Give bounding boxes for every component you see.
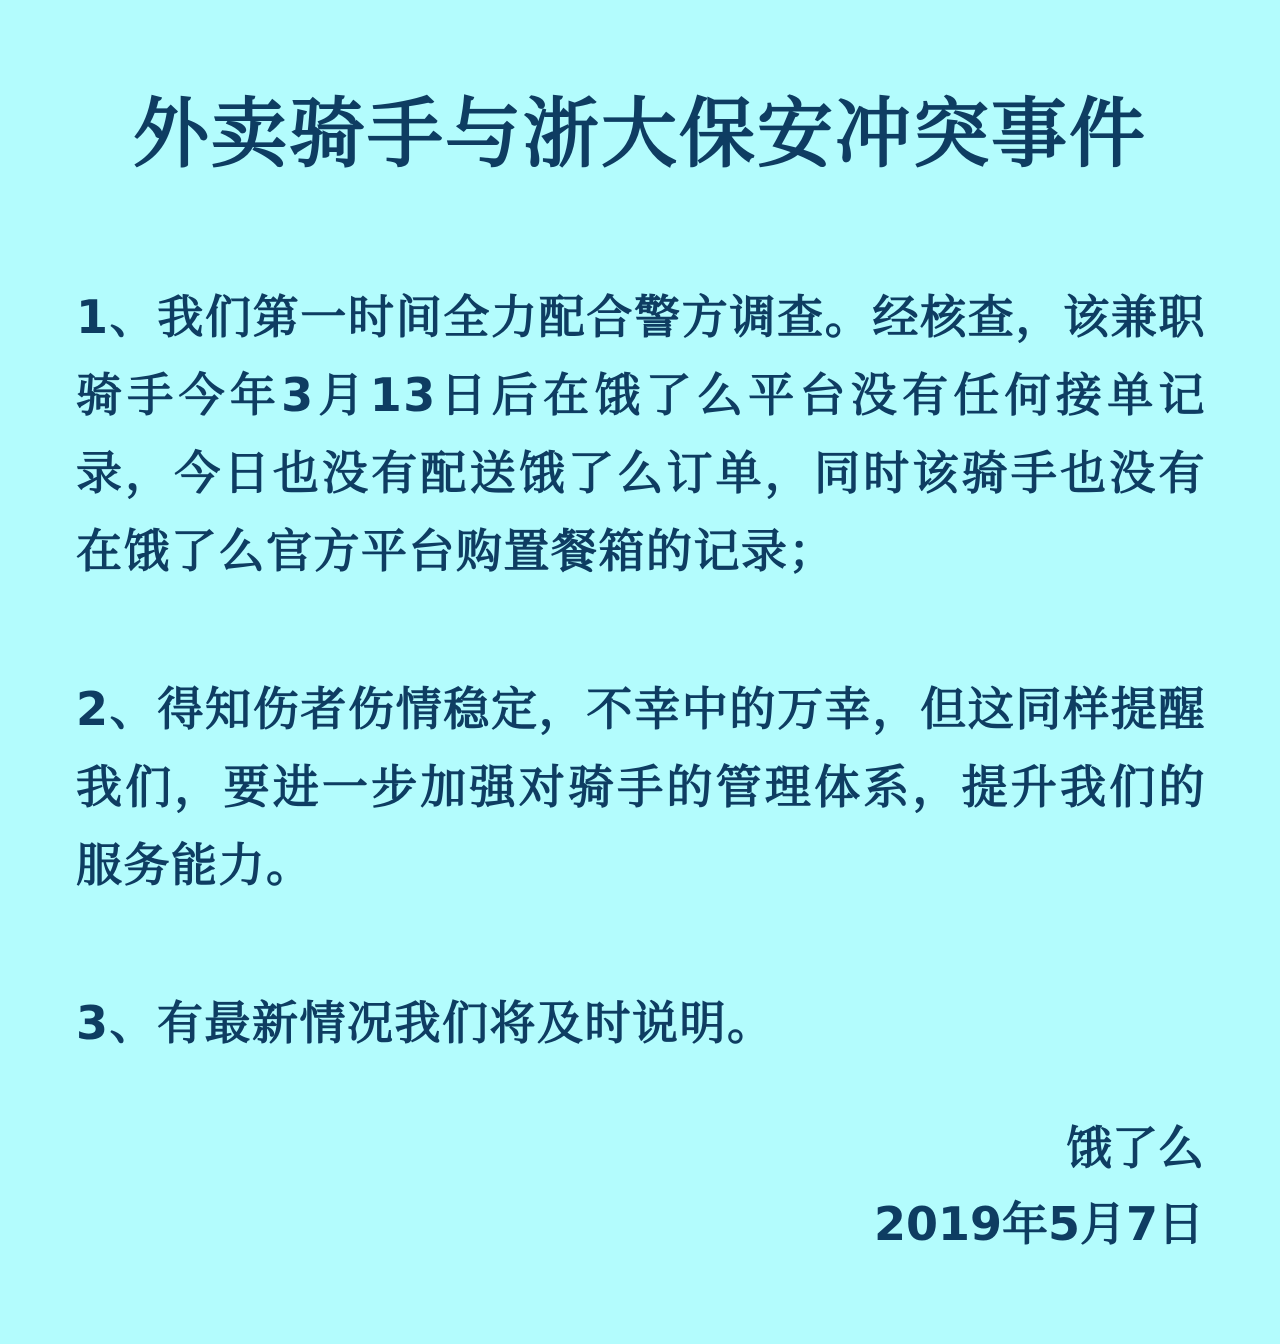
statement-paragraph-2: 2、得知伤者伤情稳定，不幸中的万幸，但这同样提醒我们，要进一步加强对骑手的管理体系，提升我们的服务能力。 <box>76 682 1206 892</box>
statement-paragraph-3: 3、有最新情况我们将及时说明。 <box>76 996 775 1050</box>
signature-name: 饿了么 <box>1066 1121 1204 1175</box>
statement-paragraph-1: 1、我们第一时间全力配合警方调查。经核查，该兼职骑手今年3月13日后在饿了么平台没有任何接单记录，今日也没有配送饿了么订单，同时该骑手也没有在饿了么官方平台购置餐箱的记录； <box>76 290 1206 578</box>
page-title: 外卖骑手与浙大保安冲突事件 <box>133 89 1147 178</box>
signature-date: 2019年5月7日 <box>873 1197 1204 1251</box>
